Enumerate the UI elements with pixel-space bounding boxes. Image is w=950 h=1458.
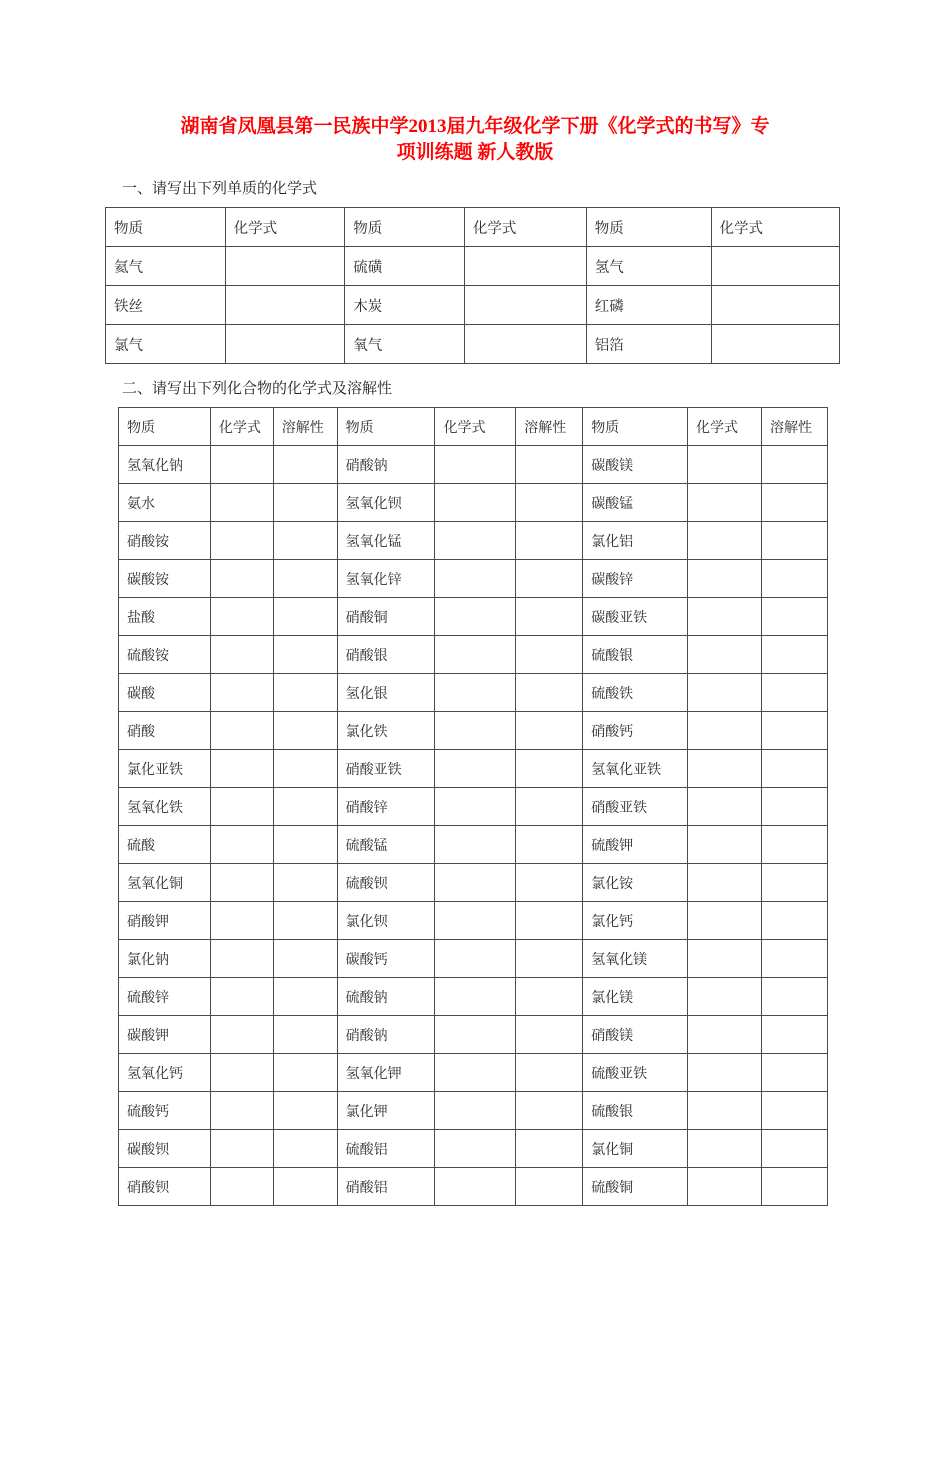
blank-answer-cell	[435, 1054, 516, 1092]
blank-answer-cell	[761, 864, 827, 902]
substance-cell: 氢氧化镁	[583, 940, 688, 978]
blank-answer-cell	[210, 1130, 273, 1168]
header-row	[106, 208, 840, 247]
column-header: 化学式	[464, 208, 586, 247]
column-header: 物质	[119, 408, 211, 446]
blank-answer-cell	[435, 484, 516, 522]
substance-cell: 氯化亚铁	[119, 750, 211, 788]
table-row	[106, 286, 840, 325]
blank-answer-cell	[761, 750, 827, 788]
substance-cell: 硝酸亚铁	[583, 788, 688, 826]
blank-answer-cell	[516, 1092, 583, 1130]
substance-cell: 铁丝	[106, 286, 226, 325]
substance-cell: 氢气	[586, 247, 711, 286]
blank-answer-cell	[761, 522, 827, 560]
blank-answer-cell	[210, 446, 273, 484]
compounds-table-body	[119, 446, 828, 1206]
substance-cell: 氢氧化钾	[337, 1054, 435, 1092]
substance-cell: 硫酸银	[583, 1092, 688, 1130]
blank-answer-cell	[435, 750, 516, 788]
substance-cell: 硝酸铜	[337, 598, 435, 636]
substance-cell: 氯化铵	[583, 864, 688, 902]
column-header: 溶解性	[761, 408, 827, 446]
blank-answer-cell	[688, 674, 762, 712]
substance-cell: 氢氧化锌	[337, 560, 435, 598]
blank-answer-cell	[210, 484, 273, 522]
substance-cell: 硝酸镁	[583, 1016, 688, 1054]
blank-answer-cell	[210, 864, 273, 902]
blank-answer-cell	[210, 826, 273, 864]
substance-cell: 硫酸钡	[337, 864, 435, 902]
column-header: 物质	[106, 208, 226, 247]
column-header: 物质	[337, 408, 435, 446]
blank-answer-cell	[761, 560, 827, 598]
substance-cell: 碳酸钾	[119, 1016, 211, 1054]
table-row	[119, 826, 828, 864]
substance-cell: 碳酸亚铁	[583, 598, 688, 636]
blank-answer-cell	[761, 1016, 827, 1054]
substance-cell: 氨水	[119, 484, 211, 522]
substance-cell: 氧气	[345, 325, 465, 364]
substance-cell: 盐酸	[119, 598, 211, 636]
blank-answer-cell	[435, 940, 516, 978]
blank-answer-cell	[516, 1168, 583, 1206]
blank-answer-cell	[464, 286, 586, 325]
blank-answer-cell	[210, 522, 273, 560]
blank-answer-cell	[761, 902, 827, 940]
section1-heading: 一、请写出下列单质的化学式	[122, 181, 318, 198]
table-row	[119, 978, 828, 1016]
blank-answer-cell	[210, 1016, 273, 1054]
substance-cell: 氯化钠	[119, 940, 211, 978]
substance-cell: 氯化钡	[337, 902, 435, 940]
blank-answer-cell	[273, 978, 337, 1016]
table-row	[119, 712, 828, 750]
column-header: 化学式	[711, 208, 839, 247]
substance-cell: 硫酸铜	[583, 1168, 688, 1206]
column-header: 化学式	[688, 408, 762, 446]
blank-answer-cell	[273, 636, 337, 674]
blank-answer-cell	[516, 560, 583, 598]
table-row	[119, 636, 828, 674]
blank-answer-cell	[273, 674, 337, 712]
blank-answer-cell	[435, 522, 516, 560]
column-header: 溶解性	[273, 408, 337, 446]
substance-cell: 碳酸锌	[583, 560, 688, 598]
blank-answer-cell	[761, 826, 827, 864]
blank-answer-cell	[516, 446, 583, 484]
substance-cell: 氢氧化钡	[337, 484, 435, 522]
substance-cell: 硫酸铁	[583, 674, 688, 712]
substance-cell: 硝酸	[119, 712, 211, 750]
blank-answer-cell	[273, 1054, 337, 1092]
blank-answer-cell	[688, 1092, 762, 1130]
substance-cell: 碳酸铵	[119, 560, 211, 598]
blank-answer-cell	[210, 788, 273, 826]
compounds-table-header	[119, 408, 828, 446]
blank-answer-cell	[761, 1168, 827, 1206]
blank-answer-cell	[688, 788, 762, 826]
blank-answer-cell	[210, 940, 273, 978]
blank-answer-cell	[435, 674, 516, 712]
blank-answer-cell	[210, 598, 273, 636]
substance-cell: 氢氧化铁	[119, 788, 211, 826]
substance-cell: 硝酸亚铁	[337, 750, 435, 788]
blank-answer-cell	[516, 750, 583, 788]
blank-answer-cell	[435, 864, 516, 902]
blank-answer-cell	[210, 978, 273, 1016]
substance-cell: 硝酸银	[337, 636, 435, 674]
blank-answer-cell	[711, 286, 839, 325]
substance-cell: 氦气	[106, 247, 226, 286]
blank-answer-cell	[210, 636, 273, 674]
blank-answer-cell	[273, 446, 337, 484]
substance-cell: 硫酸亚铁	[583, 1054, 688, 1092]
blank-answer-cell	[516, 864, 583, 902]
substance-cell: 氯化铁	[337, 712, 435, 750]
blank-answer-cell	[435, 1092, 516, 1130]
document-title-line1: 湖南省凤凰县第一民族中学2013届九年级化学下册《化学式的书写》专	[180, 116, 770, 137]
blank-answer-cell	[711, 325, 839, 364]
substance-cell: 硫酸锌	[119, 978, 211, 1016]
blank-answer-cell	[761, 1054, 827, 1092]
blank-answer-cell	[688, 826, 762, 864]
blank-answer-cell	[761, 940, 827, 978]
blank-answer-cell	[688, 1168, 762, 1206]
blank-answer-cell	[435, 560, 516, 598]
blank-answer-cell	[516, 712, 583, 750]
table-row	[119, 598, 828, 636]
table-row	[119, 446, 828, 484]
column-header: 化学式	[210, 408, 273, 446]
substance-cell: 碳酸钡	[119, 1130, 211, 1168]
column-header: 化学式	[225, 208, 345, 247]
blank-answer-cell	[711, 247, 839, 286]
blank-answer-cell	[273, 1092, 337, 1130]
blank-answer-cell	[516, 522, 583, 560]
compounds-table	[118, 407, 828, 1206]
column-header: 溶解性	[516, 408, 583, 446]
blank-answer-cell	[761, 674, 827, 712]
blank-answer-cell	[210, 560, 273, 598]
blank-answer-cell	[273, 750, 337, 788]
blank-answer-cell	[761, 598, 827, 636]
blank-answer-cell	[435, 446, 516, 484]
blank-answer-cell	[464, 247, 586, 286]
blank-answer-cell	[435, 1168, 516, 1206]
document-title	[110, 114, 840, 165]
blank-answer-cell	[761, 978, 827, 1016]
blank-answer-cell	[516, 598, 583, 636]
elements-table-body	[106, 247, 840, 364]
substance-cell: 氢氧化铜	[119, 864, 211, 902]
blank-answer-cell	[761, 636, 827, 674]
blank-answer-cell	[516, 902, 583, 940]
substance-cell: 硝酸钡	[119, 1168, 211, 1206]
column-header: 物质	[586, 208, 711, 247]
substance-cell: 木炭	[345, 286, 465, 325]
document-title-line2: 项训练题 新人教版	[396, 141, 554, 163]
blank-answer-cell	[210, 750, 273, 788]
substance-cell: 氯气	[106, 325, 226, 364]
blank-answer-cell	[464, 325, 586, 364]
blank-answer-cell	[516, 940, 583, 978]
blank-answer-cell	[435, 712, 516, 750]
substance-cell: 硝酸钾	[119, 902, 211, 940]
substance-cell: 氢氧化亚铁	[583, 750, 688, 788]
blank-answer-cell	[210, 1092, 273, 1130]
substance-cell: 氢化银	[337, 674, 435, 712]
blank-answer-cell	[273, 902, 337, 940]
substance-cell: 氢氧化锰	[337, 522, 435, 560]
blank-answer-cell	[225, 247, 345, 286]
blank-answer-cell	[761, 1092, 827, 1130]
blank-answer-cell	[761, 788, 827, 826]
table-row	[106, 325, 840, 364]
table-row	[119, 750, 828, 788]
substance-cell: 碳酸锰	[583, 484, 688, 522]
substance-cell: 硫酸银	[583, 636, 688, 674]
table-row	[119, 1092, 828, 1130]
blank-answer-cell	[688, 1016, 762, 1054]
blank-answer-cell	[516, 826, 583, 864]
substance-cell: 氯化镁	[583, 978, 688, 1016]
blank-answer-cell	[516, 1130, 583, 1168]
table-row	[119, 902, 828, 940]
blank-answer-cell	[688, 940, 762, 978]
substance-cell: 硫磺	[345, 247, 465, 286]
substance-cell: 氯化铝	[583, 522, 688, 560]
blank-answer-cell	[273, 598, 337, 636]
blank-answer-cell	[225, 325, 345, 364]
table-row	[119, 864, 828, 902]
blank-answer-cell	[516, 788, 583, 826]
table-row	[119, 1054, 828, 1092]
blank-answer-cell	[273, 826, 337, 864]
document-page	[0, 114, 950, 1458]
blank-answer-cell	[761, 1130, 827, 1168]
blank-answer-cell	[435, 978, 516, 1016]
table-row	[119, 484, 828, 522]
blank-answer-cell	[435, 826, 516, 864]
column-header: 物质	[345, 208, 465, 247]
substance-cell: 硫酸钠	[337, 978, 435, 1016]
substance-cell: 硫酸钾	[583, 826, 688, 864]
blank-answer-cell	[516, 636, 583, 674]
blank-answer-cell	[273, 1130, 337, 1168]
table-row	[119, 1130, 828, 1168]
blank-answer-cell	[435, 1016, 516, 1054]
blank-answer-cell	[688, 636, 762, 674]
substance-cell: 红磷	[586, 286, 711, 325]
blank-answer-cell	[516, 978, 583, 1016]
blank-answer-cell	[210, 1054, 273, 1092]
blank-answer-cell	[273, 484, 337, 522]
blank-answer-cell	[688, 560, 762, 598]
substance-cell: 氢氧化钙	[119, 1054, 211, 1092]
table-row	[119, 1168, 828, 1206]
blank-answer-cell	[273, 1016, 337, 1054]
blank-answer-cell	[688, 712, 762, 750]
substance-cell: 碳酸	[119, 674, 211, 712]
blank-answer-cell	[210, 674, 273, 712]
blank-answer-cell	[273, 940, 337, 978]
blank-answer-cell	[273, 560, 337, 598]
blank-answer-cell	[688, 750, 762, 788]
blank-answer-cell	[688, 522, 762, 560]
substance-cell: 硝酸锌	[337, 788, 435, 826]
blank-answer-cell	[688, 598, 762, 636]
substance-cell: 硫酸铵	[119, 636, 211, 674]
substance-cell: 氯化钙	[583, 902, 688, 940]
substance-cell: 硫酸锰	[337, 826, 435, 864]
table-row	[119, 788, 828, 826]
blank-answer-cell	[688, 1054, 762, 1092]
elements-table	[105, 207, 840, 364]
elements-table-header	[106, 208, 840, 247]
blank-answer-cell	[761, 712, 827, 750]
substance-cell: 碳酸钙	[337, 940, 435, 978]
blank-answer-cell	[435, 598, 516, 636]
blank-answer-cell	[210, 712, 273, 750]
substance-cell: 硝酸铵	[119, 522, 211, 560]
blank-answer-cell	[688, 902, 762, 940]
blank-answer-cell	[225, 286, 345, 325]
table-row	[119, 560, 828, 598]
substance-cell: 硫酸钙	[119, 1092, 211, 1130]
substance-cell: 氯化钾	[337, 1092, 435, 1130]
substance-cell: 硝酸钠	[337, 1016, 435, 1054]
blank-answer-cell	[273, 864, 337, 902]
substance-cell: 硝酸铝	[337, 1168, 435, 1206]
blank-answer-cell	[688, 1130, 762, 1168]
blank-answer-cell	[435, 1130, 516, 1168]
header-row	[119, 408, 828, 446]
blank-answer-cell	[761, 484, 827, 522]
blank-answer-cell	[210, 902, 273, 940]
blank-answer-cell	[761, 446, 827, 484]
blank-answer-cell	[516, 484, 583, 522]
blank-answer-cell	[273, 712, 337, 750]
blank-answer-cell	[435, 902, 516, 940]
substance-cell: 氯化铜	[583, 1130, 688, 1168]
blank-answer-cell	[435, 636, 516, 674]
section2-heading: 二、请写出下列化合物的化学式及溶解性	[122, 381, 393, 398]
blank-answer-cell	[435, 788, 516, 826]
blank-answer-cell	[516, 1054, 583, 1092]
table-row	[119, 1016, 828, 1054]
table-row	[106, 247, 840, 286]
blank-answer-cell	[273, 788, 337, 826]
table-row	[119, 940, 828, 978]
blank-answer-cell	[688, 484, 762, 522]
substance-cell: 硫酸	[119, 826, 211, 864]
blank-answer-cell	[688, 446, 762, 484]
substance-cell: 碳酸镁	[583, 446, 688, 484]
blank-answer-cell	[273, 522, 337, 560]
blank-answer-cell	[273, 1168, 337, 1206]
table-row	[119, 522, 828, 560]
blank-answer-cell	[210, 1168, 273, 1206]
blank-answer-cell	[688, 864, 762, 902]
blank-answer-cell	[516, 1016, 583, 1054]
blank-answer-cell	[688, 978, 762, 1016]
substance-cell: 硫酸铝	[337, 1130, 435, 1168]
blank-answer-cell	[516, 674, 583, 712]
substance-cell: 铝箔	[586, 325, 711, 364]
substance-cell: 硝酸钙	[583, 712, 688, 750]
substance-cell: 氢氧化钠	[119, 446, 211, 484]
substance-cell: 硝酸钠	[337, 446, 435, 484]
column-header: 物质	[583, 408, 688, 446]
table-row	[119, 674, 828, 712]
column-header: 化学式	[435, 408, 516, 446]
